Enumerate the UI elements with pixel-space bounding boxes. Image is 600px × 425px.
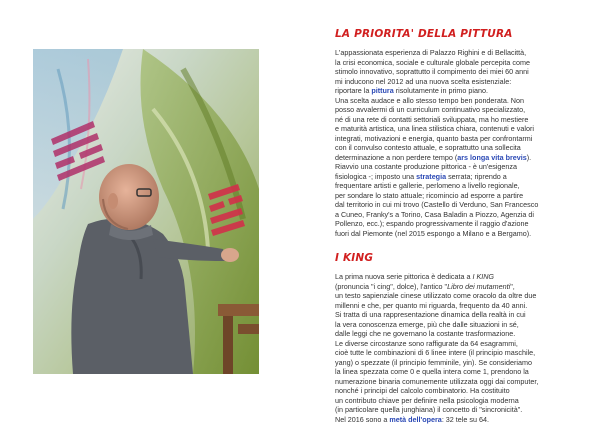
text-line: un testo sapienziale cinese utilizzato come oracolo da oltre due: [335, 291, 537, 300]
text-line: mi inducono nel 2012 ad una nuova scelta esistenziale:: [335, 76, 512, 86]
text-line: Le diverse circostanze sono raffigurate da 64 esagrammi,: [335, 338, 518, 348]
emphasis-strategia: strategia: [416, 171, 447, 181]
section-body-i-king: [335, 272, 597, 424]
text-line: né di una rete di contatti settoriali sviluppata, ma ho mestiere: [335, 114, 529, 124]
text-line: fisiologica -; imposto una strategia serrata; riprendo a: [335, 171, 507, 181]
text-line: la vera conoscenza emerge, più che dalle situazioni in sé,: [335, 319, 519, 329]
italic-libro: Libro dei mutamenti: [447, 281, 511, 291]
text-line: dalle leggi che ne governano la costante trasformazione.: [335, 329, 516, 338]
text-line: a Cuneo, Franky's a Torino, Casa Baladin a Piozzo, Agenzia di: [335, 209, 535, 219]
text-line: (pronuncia "i cing", dolce), l'antico "Libro dei mutamenti",: [335, 281, 515, 291]
text-line: fuori dal Piemonte (nel 2015 espongo a Milano e a Bergamo).: [335, 228, 532, 238]
painting-image: [33, 49, 259, 374]
text-line: Si tratta di una rappresentazione dinamica della realtà in cui: [335, 310, 526, 319]
text-line: frequentare artisti e gallerie, perlomeno a livello regionale,: [335, 181, 520, 190]
text-line: numerazione binaria comunemente utilizzata oggi dai computer,: [335, 376, 539, 386]
text-line: posso avvalermi di un curriculum continuativo specializzato,: [335, 105, 526, 114]
painter-photo: [33, 49, 259, 374]
text-line: dal territorio in cui mi trovo (Castello di Verduno, San Francesco: [335, 200, 539, 209]
italic-i-king: I KING: [472, 272, 495, 281]
text-line: riportare la pittura risolutamente in primo piano.: [335, 86, 489, 95]
emphasis-pittura: pittura: [371, 86, 394, 95]
text-line: e maturità artistica, una linea stilistica chiara, contenuti e valori: [335, 124, 534, 133]
text-column: [335, 28, 597, 424]
text-line: Pollenzo, ecc.); espando progressivamente il raggio d'azione: [335, 219, 529, 228]
text-line: integrati, motivazioni e energia, quanto basta per confrontarmi: [335, 133, 533, 143]
text-line: La prima nuova serie pittorica è dedicata a I KING: [335, 272, 495, 281]
text-line: Riavvio una costante produzione pittorica - è un'esigenza: [335, 162, 517, 171]
text-line: Una scelta audace e allo stesso tempo ben ponderata. Non: [335, 95, 524, 105]
text-line: yang) o spezzate (il principio femminile, yin). Se consideriamo: [335, 357, 532, 367]
section-title-priorita: LA PRIORITA' DELLA PITTURA: [335, 28, 513, 40]
text-line: (in particolare quella junghiana) il concetto di "sincronicità".: [335, 405, 523, 414]
section-body-priorita: [335, 48, 597, 238]
text-line: con il convulso contesto attuale, e soprattutto una sollecita: [335, 143, 521, 152]
text-line: L'appassionata esperienza di Palazzo Righini e di Bellacittà,: [335, 48, 527, 57]
text-line: la linea spezzata come 0 e quella intera come 1, prendono la: [335, 367, 529, 376]
text-line: per sondare lo stato attuale; ricomincio ad esporre a partire: [335, 190, 524, 200]
text-line: determinazione a non perdere tempo (ars longa vita brevis).: [335, 152, 532, 162]
text-line: stimolo innovativo, soprattutto il compimento dei miei 60 anni: [335, 67, 529, 76]
section-title-i-king: I KING: [335, 252, 374, 264]
text-line: un contributo chiave per definire nella psicologia moderna: [335, 395, 519, 405]
text-line: cioè tutte le combinazioni di 6 linee intere (il principio maschile,: [335, 348, 536, 357]
text-line: la crisi economica, sociale e culturale globale percepita come: [335, 57, 530, 67]
emphasis-meta-opera: metà dell'opera: [389, 414, 442, 424]
text-line: millenni e che, per quanto mi riguarda, frequento da 40 anni.: [335, 300, 528, 310]
text-line: Nel 2016 sono a metà dell'opera: 32 tele su 64.: [335, 414, 489, 424]
emphasis-ars-longa: ars longa vita brevis: [457, 152, 527, 162]
text-line: nonché i principi del calcolo combinatorio. Ha costituito: [335, 386, 510, 395]
